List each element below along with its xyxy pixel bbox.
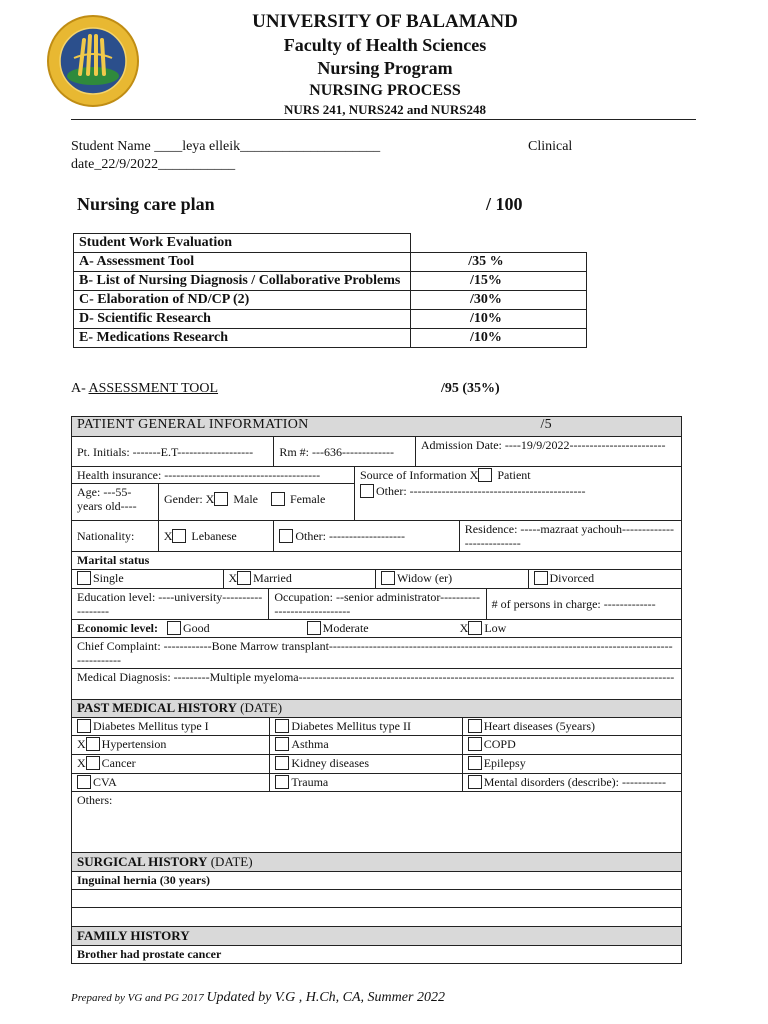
student-name-line: Student Name ____leya elleik____________________ [71,139,381,154]
patient-form [71,416,682,964]
female-label: Female [289,492,326,506]
table-row [74,291,587,310]
table-row [74,234,587,253]
other-source-checkbox[interactable] [360,484,374,498]
heart-disease-checkbox[interactable] [468,719,482,733]
eval-score: /10% [411,329,587,348]
moderate-checkbox[interactable] [307,621,321,635]
married-checkbox[interactable] [237,571,251,585]
assessment-score: /95 (35%) [441,381,500,396]
widow-checkbox[interactable] [381,571,395,585]
male-checkbox[interactable] [214,492,228,506]
clinical-date-line: date_22/9/2022___________ [71,157,236,172]
table-row [74,329,587,348]
gender-field [158,484,354,520]
other-nationality-label: Other: ------------------- [295,529,405,543]
form-row [72,520,681,551]
form-row [72,668,681,699]
source-other: Other: -------------------------------------------- [376,484,586,498]
nationality-label: Nationality: [77,529,135,543]
marital-title: Marital status [77,553,150,567]
evaluation-header: Student Work Evaluation [74,234,411,253]
patient-checkbox[interactable] [478,468,492,482]
source-patient: Patient [497,468,531,482]
lebanese-label: Lebanese [191,529,237,543]
surgical-date: (DATE) [207,854,253,869]
cancer-checkbox[interactable] [86,756,100,770]
diabetes-2-checkbox[interactable] [275,719,289,733]
assessment-prefix: A- [71,381,89,396]
pmh-row: Diabetes Mellitus type I Diabetes Mellitus type II Heart diseases (5years) [72,717,681,735]
care-plan-title: Nursing care plan [77,194,215,214]
pgi-header [72,417,681,436]
gender-label: Gender: X [164,492,215,506]
room-field: Rm #: ---636------------- [273,437,415,466]
form-row [72,619,681,637]
form-row [72,871,681,889]
mental-checkbox[interactable] [468,775,482,789]
good-checkbox[interactable] [167,621,181,635]
pmh-header [72,699,681,717]
eval-score: /10% [411,310,587,329]
divorced-option: Divorced [528,570,682,588]
pmh-title: PAST MEDICAL HISTORY [77,700,237,715]
work-evaluation-table [73,233,587,348]
initials-field: Pt. Initials: -------E.T------------------- [77,445,254,459]
asthma-checkbox[interactable] [275,737,289,751]
admission-field: Admission Date: ----19/9/2022------------------------ [415,437,681,466]
eval-score: /15% [411,272,587,291]
copd-checkbox[interactable] [468,737,482,751]
others-field: Others: [77,793,113,807]
surgical-header [72,852,681,871]
epilepsy-checkbox[interactable] [468,756,482,770]
pgi-title: PATIENT GENERAL INFORMATION [77,417,309,432]
footer-updated: Updated by V.G , H.Ch, CA, Summer 2022 [206,990,445,1005]
source-field: Source of Information X Patient Other: -------------------------------------------- [354,467,681,520]
kidney-checkbox[interactable] [275,756,289,770]
trauma-checkbox[interactable] [275,775,289,789]
program-name: Nursing Program [317,58,453,78]
university-name: UNIVERSITY OF BALAMAND [252,11,518,32]
low-checkbox[interactable] [468,621,482,635]
eval-label: E- Medications Research [74,329,411,348]
eval-score: /35 % [411,253,587,272]
family-header [72,926,681,945]
form-row [72,551,681,569]
footer [71,990,445,1006]
form-row [72,466,681,520]
economic-field: Economic level: Good Moderate X Low [77,621,507,635]
residence-field: Residence: -----mazraat yachouh--------------------------- [459,521,681,551]
table-row [74,310,587,329]
header-divider [71,119,696,120]
hypertension-checkbox[interactable] [86,737,100,751]
single-option: Single [72,570,223,588]
family-entry: Brother had prostate cancer [77,947,222,961]
other-nationality-field [273,521,458,551]
pmh-row: CVA Trauma Mental disorders (describe): ----------- [72,773,681,791]
female-checkbox[interactable] [271,492,285,506]
eval-label: A- Assessment Tool [74,253,411,272]
other-nationality-checkbox[interactable] [279,529,293,543]
table-row [74,253,587,272]
medical-diagnosis-field: Medical Diagnosis: ---------Multiple myeloma---------------------------------------------------------------------------------------------- [77,670,675,684]
form-row [72,588,681,619]
faculty-name: Faculty of Health Sciences [283,35,487,55]
single-checkbox[interactable] [77,571,91,585]
divorced-checkbox[interactable] [534,571,548,585]
eval-label: C- Elaboration of ND/CP (2) [74,291,411,310]
form-row [72,791,681,852]
care-plan-score: / 100 [486,194,523,214]
clinical-label: Clinical [528,139,573,154]
pmh-row: X Hypertension Asthma COPD [72,735,681,754]
male-label: Male [233,492,258,506]
form-row [72,637,681,668]
cva-checkbox[interactable] [77,775,91,789]
economic-label: Economic level: [77,621,158,635]
form-row [72,436,681,466]
age-field: Age: ---55-years old---- [77,485,137,513]
form-row [72,907,681,926]
course-codes: NURS 241, NURS242 and NURS248 [284,102,486,117]
eval-score: /30% [411,291,587,310]
source-label: Source of Information [360,468,467,482]
surgical-entry: Inguinal hernia (30 years) [77,873,211,887]
occupation-field: Occupation: --senior administrator----------------------------- [268,589,485,619]
pgi-score: /5 [540,417,552,432]
married-option: X Married [223,570,376,588]
form-row [72,569,681,588]
pmh-date: (DATE) [236,700,283,715]
eval-label: D- Scientific Research [74,310,411,329]
footer-prepared: Prepared by VG and PG 2017 [71,992,207,1004]
lebanese-field: X Lebanese [158,521,274,551]
chief-complaint-field: Chief Complaint: ------------Bone Marrow transplant------------------------------------------------------------------------------------------------- [77,639,673,667]
insurance-field: Health insurance: --------------------------------------- [77,468,321,482]
pmh-row: X Cancer Kidney diseases Epilepsy [72,754,681,773]
assessment-title: ASSESSMENT TOOL [88,381,219,396]
form-row [72,945,681,963]
eval-label: B- List of Nursing Diagnosis / Collaborative Problems [74,272,411,291]
form-row [72,889,681,907]
surgical-title: SURGICAL HISTORY [77,854,208,869]
assessment-heading [71,381,218,397]
family-title: FAMILY HISTORY [77,928,190,943]
widow-option: Widow (er) [375,570,528,588]
lebanese-checkbox[interactable] [172,529,186,543]
diabetes-1-checkbox[interactable] [77,719,91,733]
persons-field: # of persons in charge: ------------- [486,589,681,619]
education-field: Education level: ----university------------------ [77,590,263,618]
process-title: NURSING PROCESS [309,82,461,99]
university-logo [46,14,140,108]
table-row [74,272,587,291]
